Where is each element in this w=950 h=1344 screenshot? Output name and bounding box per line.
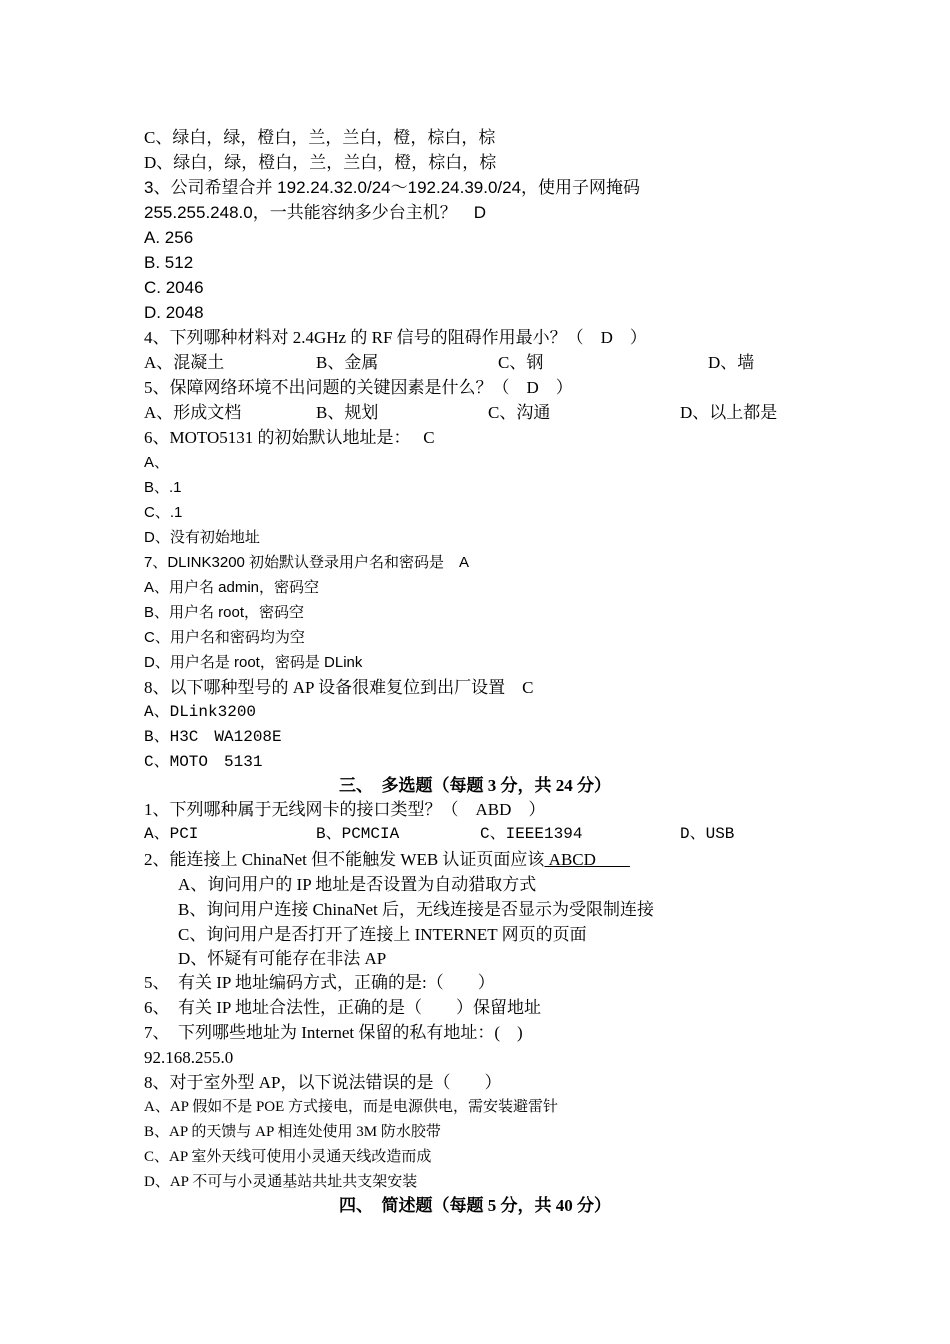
option-line: B、.1	[144, 479, 182, 496]
option-line: D、没有初始地址	[144, 529, 260, 546]
multi-question-5: 5、 有关 IP 地址编码方式，正确的是:（ ）	[144, 973, 495, 992]
option-line: D、怀疑有可能存在非法 AP	[178, 949, 387, 968]
option: B、PCMCIA	[316, 825, 400, 843]
option-line: D、用户名是 root，密码是 DLink	[144, 654, 363, 671]
option-line: D、AP 不可与小灵通基站共址共支架安装	[144, 1174, 418, 1190]
option-line: C、AP 室外天线可使用小灵通天线改造而成	[144, 1149, 432, 1165]
option-line: B、询问用户连接 ChinaNet 后，无线连接是否显示为受限制连接	[178, 900, 654, 919]
option: D、墙	[708, 353, 755, 372]
multi-question-7: 7、 下列哪些地址为 Internet 保留的私有地址：( )	[144, 1023, 523, 1042]
option-line: B、H3C WA1208E	[144, 728, 282, 746]
multi-question-6: 6、 有关 IP 地址合法性，正确的是（ ）保留地址	[144, 998, 541, 1017]
option-line: B. 512	[144, 253, 194, 272]
option-line: C、用户名和密码均为空	[144, 629, 305, 646]
section-heading: 三、 多选题（每题 3 分，共 24 分）	[339, 776, 611, 795]
option: A、形成文档	[144, 403, 242, 422]
question-5: 5、保障网络环境不出问题的关键因素是什么？（ D ）	[144, 378, 573, 397]
option-line: C、MOTO 5131	[144, 753, 263, 771]
option-line: D、绿白，绿，橙白，兰，兰白，橙，棕白，棕	[144, 153, 497, 172]
option: D、USB	[680, 825, 735, 843]
option-line: A、AP 假如不是 POE 方式接电，而是电源供电，需安装避雷针	[144, 1099, 559, 1115]
question-8: 8、以下哪种型号的 AP 设备很难复位到出厂设置 C	[144, 678, 534, 697]
option: D、以上都是	[680, 403, 778, 422]
option-line: C、询问用户是否打开了连接上 INTERNET 网页的页面	[178, 925, 587, 944]
option-row	[144, 350, 804, 375]
option-line: A. 256	[144, 228, 194, 247]
option-line: C、.1	[144, 504, 183, 521]
question-7: 7、DLINK3200 初始默认登录用户名和密码是 A	[144, 554, 470, 571]
option: B、规划	[316, 403, 379, 422]
option-line: B、用户名 root，密码空	[144, 604, 305, 621]
option-line: A、询问用户的 IP 地址是否设置为自动猎取方式	[178, 875, 537, 894]
option-line: C. 2046	[144, 278, 204, 297]
option: C、IEEE1394	[480, 825, 583, 843]
option: C、沟通	[488, 403, 551, 422]
section-heading: 四、 简述题（每题 5 分，共 40 分）	[339, 1196, 611, 1215]
option: A、混凝土	[144, 353, 225, 372]
option-line: B、AP 的天馈与 AP 相连处使用 3M 防水胶带	[144, 1124, 441, 1140]
option-line: C、绿白，绿，橙白，兰，兰白，橙，棕白，棕	[144, 128, 496, 147]
question-6: 6、MOTO5131 的初始默认地址是： C	[144, 428, 435, 447]
multi-question-2	[144, 847, 630, 872]
option-line: A、	[144, 454, 170, 471]
option-line: 92.168.255.0	[144, 1048, 234, 1067]
multi-question-1: 1、下列哪种属于无线网卡的接口类型？（ ABD ）	[144, 800, 546, 819]
option-line: D. 2048	[144, 303, 204, 322]
multi-question-8: 8、对于室外型 AP，以下说法错误的是（ ）	[144, 1073, 502, 1092]
option-line: A、用户名 admin，密码空	[144, 579, 320, 596]
question-3: 3、公司希望合并 192.24.32.0/24～192.24.39.0/24，使用子网掩码	[144, 178, 641, 197]
option-row	[144, 400, 804, 425]
answer-underline: ABCD	[544, 850, 630, 869]
option-row	[144, 822, 804, 847]
option: B、金属	[316, 353, 379, 372]
question-4: 4、下列哪种材料对 2.4GHz 的 RF 信号的阻碍作用最小？（ D ）	[144, 328, 647, 347]
option: A、PCI	[144, 825, 199, 843]
option: C、钢	[498, 353, 544, 372]
option-line: A、DLink3200	[144, 703, 257, 721]
question-3-cont: 255.255.248.0，一共能容纳多少台主机？ D	[144, 203, 486, 222]
question-text: 2、能连接上 ChinaNet 但不能触发 WEB 认证页面应该	[144, 850, 545, 869]
